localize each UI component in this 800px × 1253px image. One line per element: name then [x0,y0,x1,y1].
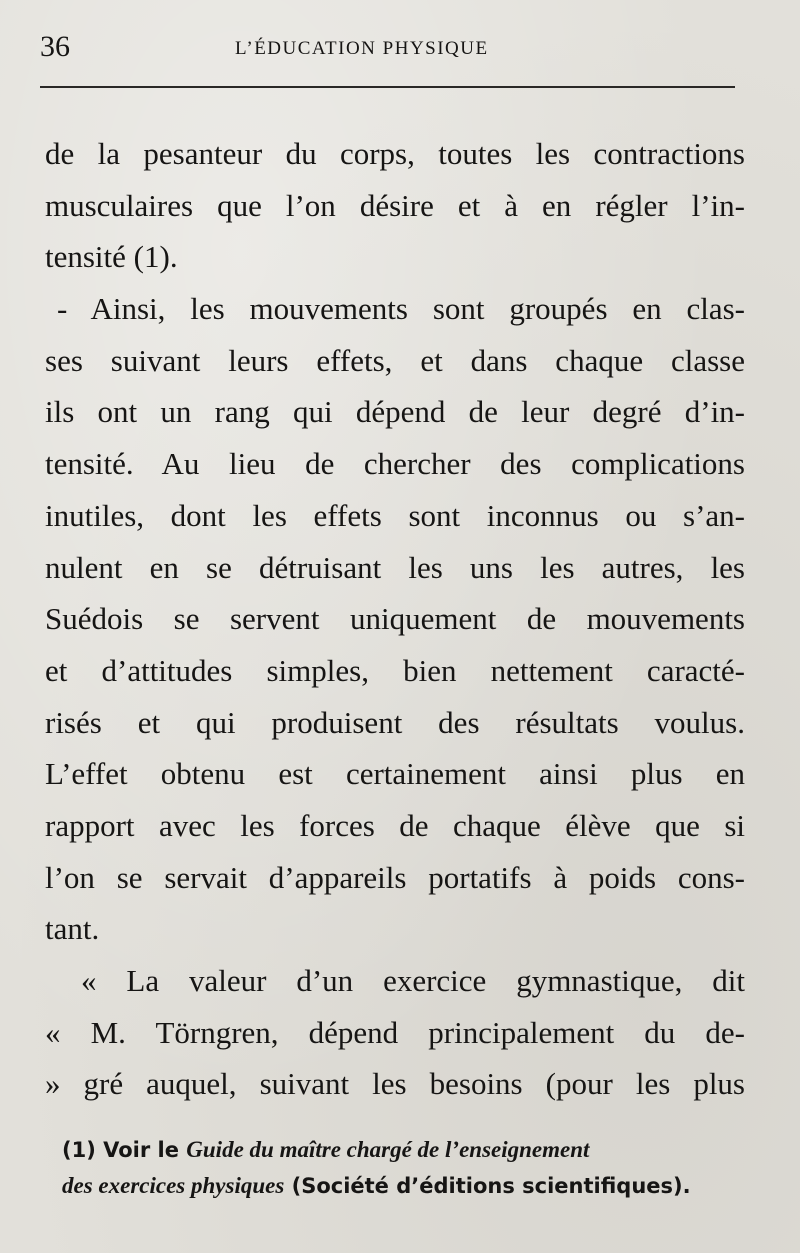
body-text [45,128,745,1110]
footnote-marker-text: (1) Voir le [62,1138,187,1162]
body-line: tensité. Au lieu de chercher des complications [45,446,745,482]
footnote-publisher: (Société d’éditions scientifiques). [284,1174,691,1198]
footnote-title-part-1: Guide du maître chargé de l’enseignement [186,1137,590,1162]
page-header [40,28,740,78]
body-line: nulent en se détruisant les uns les autres, les [45,549,745,585]
body-line: tensité (1). [45,239,178,275]
body-line: ses suivant leurs effets, et dans chaque classe [45,342,745,378]
body-line: risés et qui produisent des résultats voulus. [45,704,745,740]
footnote-line-2 [62,1168,752,1204]
body-line: musculaires que l’on désire et à en régler l’in- [45,187,745,223]
footnote [62,1132,752,1204]
body-line: tant. [45,911,100,947]
footnote-line-1 [62,1132,752,1168]
body-line: l’on se servait d’appareils portatifs à poids cons- [45,859,745,895]
body-line: » gré auquel, suivant les besoins (pour les plus [45,1066,745,1102]
body-line: ils ont un rang qui dépend de leur degré d’in- [45,394,745,430]
body-line: inutiles, dont les effets sont inconnus ou s’an- [45,497,745,533]
page-number: 36 [40,30,70,63]
body-line: et d’attitudes simples, bien nettement caracté- [45,652,745,688]
body-line: rapport avec les forces de chaque élève que si [45,807,745,843]
body-line: de la pesanteur du corps, toutes les contractions [45,136,745,171]
body-line: « M. Törngren, dépend principalement du de- [45,1014,745,1050]
header-rule [40,86,735,88]
body-line: - Ainsi, les mouvements sont groupés en clas- [57,291,745,327]
body-line: L’effet obtenu est certainement ainsi plus en [45,756,745,792]
body-line: « La valeur d’un exercice gymnastique, dit [81,963,745,998]
body-line: Suédois se servent uniquement de mouvements [45,601,745,637]
running-head: L’ÉDUCATION PHYSIQUE [235,38,489,59]
footnote-title-part-2: des exercices physiques [62,1173,285,1198]
